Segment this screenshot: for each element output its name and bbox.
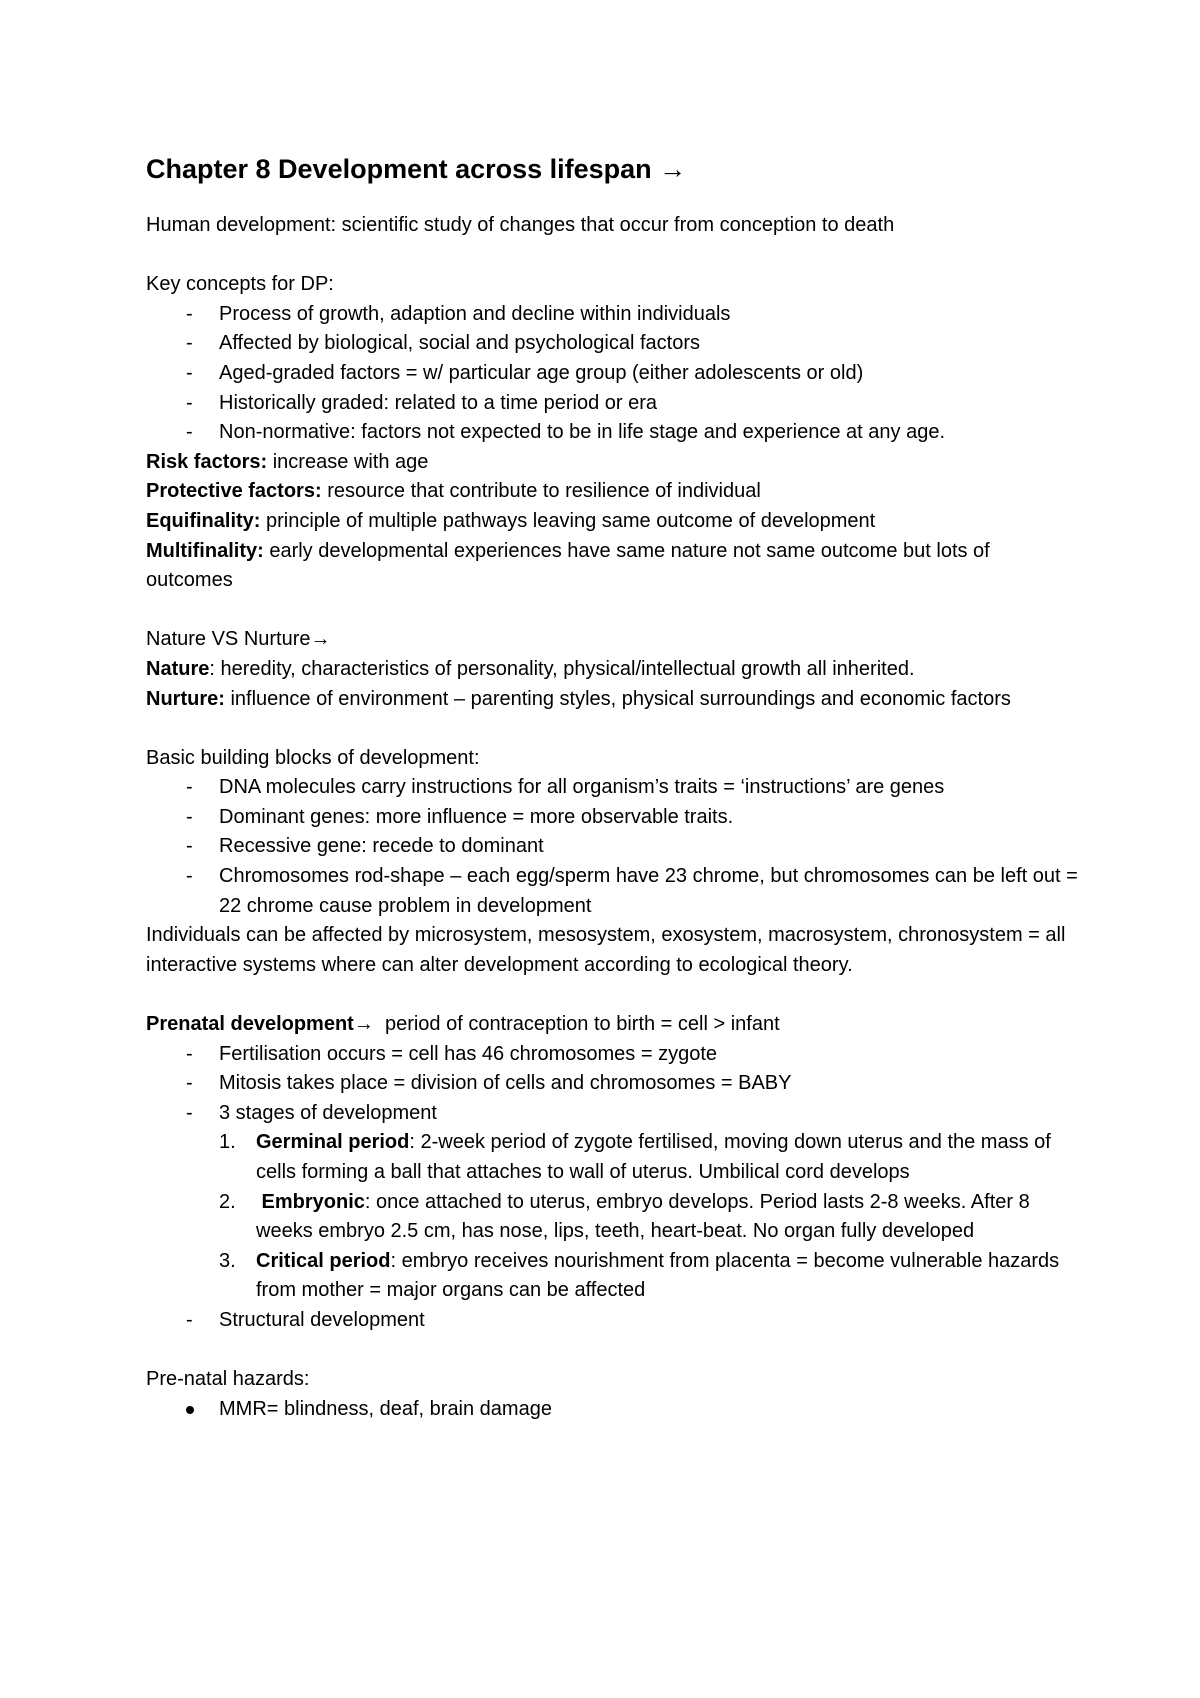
list-item: - Fertilisation occurs = cell has 46 chromosomes = zygote — [146, 1040, 1080, 1070]
prenatal-stages-list — [146, 1128, 1080, 1306]
list-item: - Dominant genes: more influence = more observable traits. — [146, 803, 1080, 833]
right-arrow-icon: → — [310, 628, 331, 651]
list-item: - Structural development — [146, 1306, 1080, 1336]
prenatal-list-continued — [146, 1306, 1080, 1336]
key-concepts-list — [146, 300, 1080, 448]
building-blocks-heading: Basic building blocks of development: — [146, 746, 480, 769]
list-item: - Historically graded: related to a time period or era — [146, 389, 1080, 419]
key-concepts-heading: Key concepts for DP: — [146, 273, 334, 296]
nature-definition: Nature: heredity, characteristics of personality, physical/intellectual growth all inherited. — [146, 657, 915, 680]
definition-text: Human development: scientific study of changes that occur from conception to death — [146, 214, 895, 236]
stage-item: 2. Embryonic: once attached to uterus, embryo develops. Period lasts 2-8 weeks. After 8 weeks embryo 2.5 cm, has nose, lips, teeth, heart-beat. No organ fully developed — [219, 1190, 1030, 1243]
title-text: Chapter 8 Development across lifespan — [146, 154, 652, 184]
list-item: - Recessive gene: recede to dominant — [146, 832, 1080, 862]
prenatal-list — [146, 1040, 1080, 1129]
nature-nurture-heading: Nature VS Nurture→ — [146, 628, 331, 651]
stage-item: 3. Critical period: embryo receives nourishment from placenta = become vulnerable hazards from mother = major organs can be affected — [219, 1249, 1060, 1302]
ecological-systems-text: Individuals can be affected by microsystem, mesosystem, exosystem, macrosystem, chronosystem = all interactive systems where can alter development according to ecological theory. — [146, 924, 1066, 976]
building-blocks-list — [146, 773, 1080, 921]
list-item: - Process of growth, adaption and decline within individuals — [146, 300, 1080, 330]
term-risk-factors: Risk factors: increase with age — [146, 450, 429, 473]
list-item: - Aged-graded factors = w/ particular age group (either adolescents or old) — [146, 359, 1080, 389]
list-item: MMR= blindness, deaf, brain damage — [146, 1395, 1080, 1425]
list-item: - Non-normative: factors not expected to be in life stage and experience at any age. — [146, 418, 1080, 448]
list-item: - 3 stages of development — [146, 1099, 1080, 1129]
list-item: - Affected by biological, social and psychological factors — [146, 329, 1080, 359]
hazards-list — [146, 1395, 1080, 1425]
prenatal-heading: Prenatal development→ period of contraception to birth = cell > infant — [146, 1013, 780, 1036]
term-protective-factors: Protective factors: resource that contribute to resilience of individual — [146, 480, 761, 503]
list-item: - DNA molecules carry instructions for all organism’s traits = ‘instructions’ are genes — [146, 773, 1080, 803]
page-title — [146, 151, 1080, 187]
right-arrow-icon: → — [659, 154, 687, 184]
list-item: - Mitosis takes place = division of cells and chromosomes = BABY — [146, 1069, 1080, 1099]
nurture-definition: Nurture: influence of environment – parenting styles, physical surroundings and economic factors — [146, 687, 1011, 710]
term-multifinality: Multifinality: early developmental experiences have same nature not same outcome but lots of outcomes — [146, 539, 990, 592]
right-arrow-icon: → — [353, 1013, 374, 1036]
term-equifinality: Equifinality: principle of multiple pathways leaving same outcome of development — [146, 509, 876, 532]
list-item: - Chromosomes rod-shape – each egg/sperm have 23 chrome, but chromosomes can be left out = 22 chrome cause problem in development — [146, 862, 1080, 921]
stage-item: 1. Germinal period: 2-week period of zygote fertilised, moving down uterus and the mass of cells forming a ball that attaches to wall of uterus. Umbilical cord develops — [219, 1131, 1051, 1183]
hazards-heading: Pre-natal hazards: — [146, 1368, 310, 1391]
